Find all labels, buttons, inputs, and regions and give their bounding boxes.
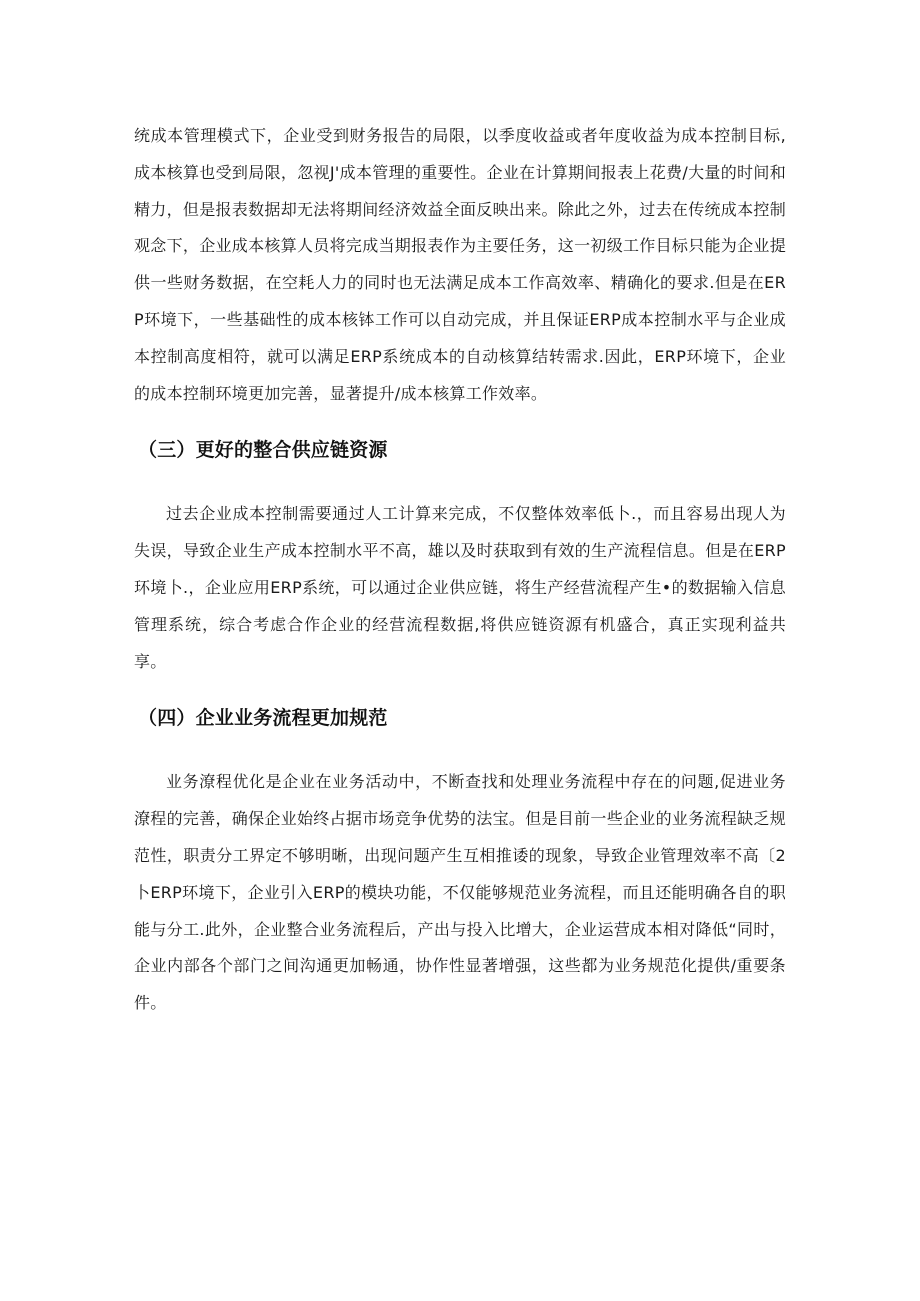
spacer xyxy=(134,680,786,704)
spacer xyxy=(134,464,786,496)
spacer xyxy=(134,732,786,764)
section-heading-supply-chain: （三）更好的整合供应链资源 xyxy=(138,439,388,462)
spacer xyxy=(134,412,786,436)
section-heading-business-process: （四）企业业务流程更加规范 xyxy=(138,707,388,730)
document-body xyxy=(134,118,786,1022)
paragraph-cost-accounting: 统成本管理模式下，企业受到财务报告的局限，以季度收益或者年度收益为成本控制目标,成本核算也受到局限，忽视J'成本管理的重要性。企业在计算期间报表上花费/大量的时间和精力，但是报表数据却无法将期间经济效益全面反映出来。除此之外，过去在传统成本控制观念下，企业成本核算人员将完成当期报表作为主要任务，这一初级工作目标只能为企业提供一些财务数据，在空耗人力的同时也无法满足成本工作高效率、精确化的要求.但是在ERP环境下，一些基础性的成本核钵工作可以自动完成，并且保证ERP成本控制水平与企业成本控制高度相符，就可以满足ERP系统成本的自动核算结转需求.因此，ERP环境下，企业的成本控制环境更加完善，显著提升/成本核算工作效率。 xyxy=(134,126,787,403)
paragraph-supply-chain: 过去企业成本控制需要通过人工计算来完成，不仅整体效率低卜.，而且容易出现人为失误，导致企业生产成本控制水平不高，雄以及时获取到有效的生产流程信息。但是在ERP环境卜.，企业应用ERP系统，可以通过企业供应链，将生产经营流程产生•的数据输入信息管理系统，综合考虑合作企业的经营流程数据,将供应链资源有机盛合，真正实现利益共享。 xyxy=(134,504,786,671)
paragraph-business-process: 业务潦程优化是企业在业务活动中，不断查找和处理业务流程中存在的问题,促进业务潦程的完善，确保企业始终占据市场竞争优势的法宝。但是目前一些企业的业务流程缺乏规范性，职责分工界定不够明晰，出现问题产生互相推诿的现象，导致企业管理效率不高〔2卜ERP环境下，企业引入ERP的模块功能，不仅能够规范业务流程，而且还能明确各自的职能与分工.此外，企业整合业务流程后，产出与投入比增大，企业运营成本相对降低“同时，企业内部各个部门之间沟通更加畅通，协作性显著增强，这些都为业务规范化提供/重要条件。 xyxy=(134,772,787,1013)
